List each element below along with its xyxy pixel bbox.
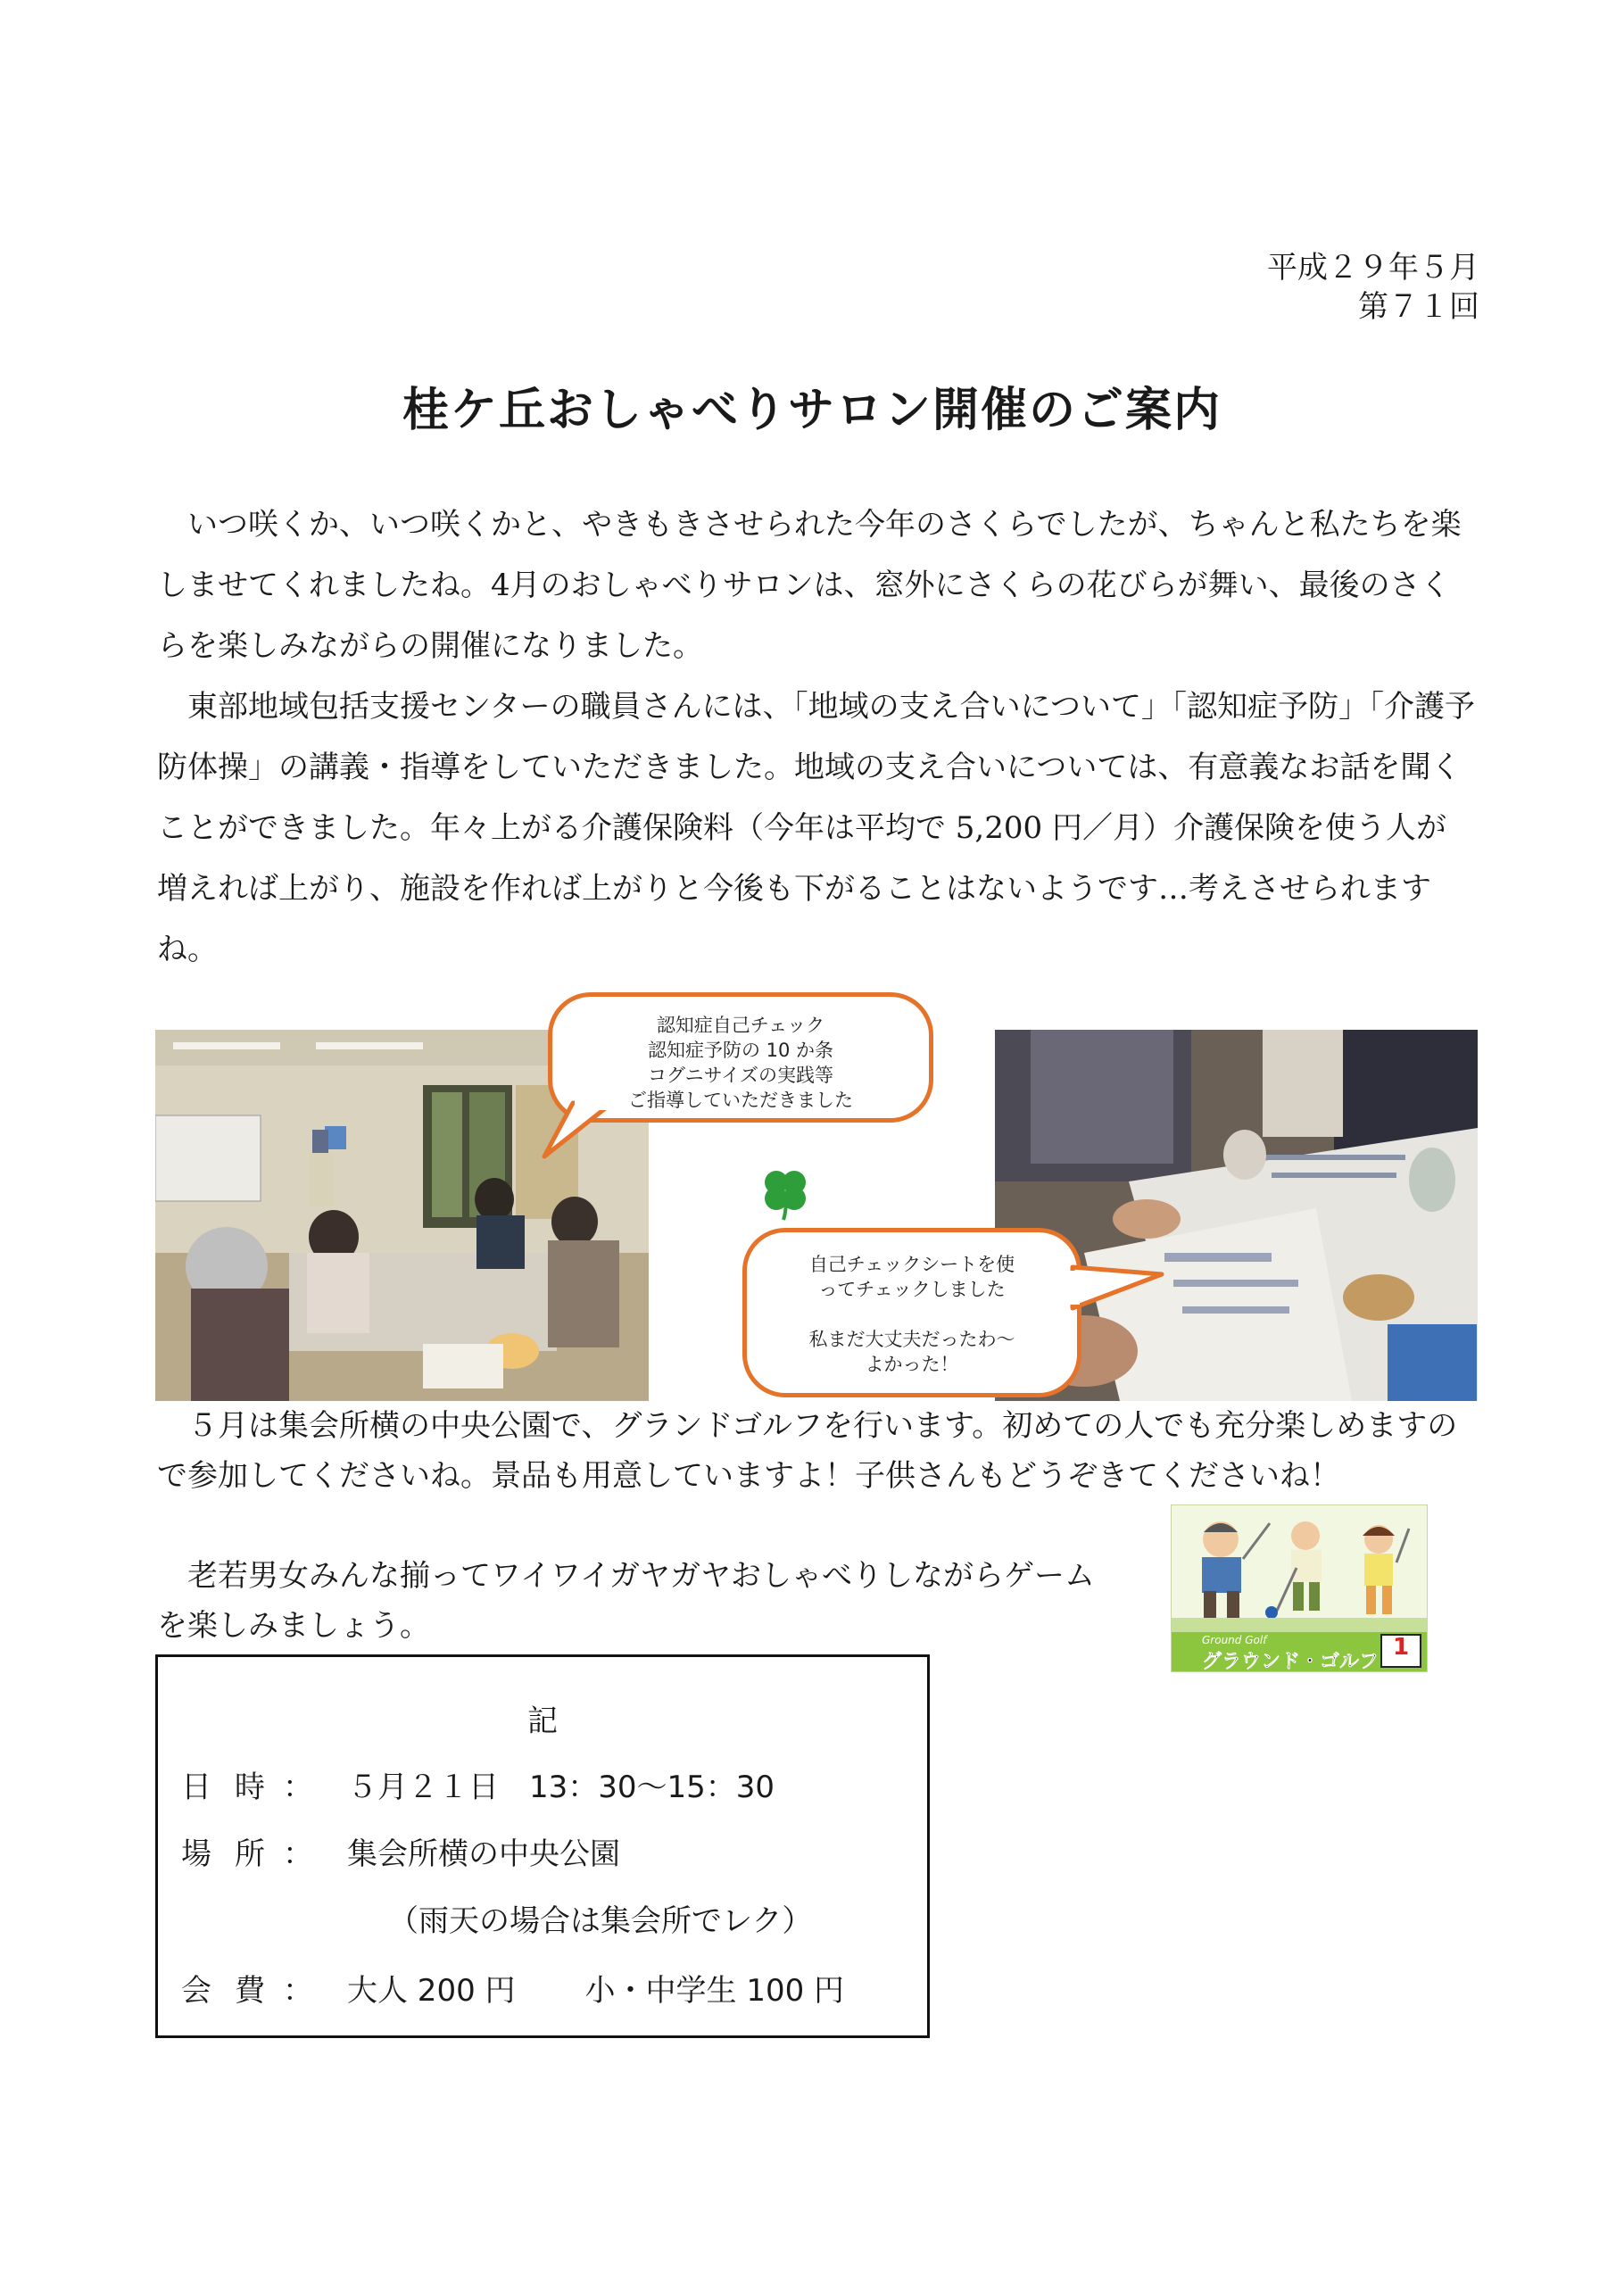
paragraph-text: 老若男女みんな揃ってワイワイガヤガヤおしゃべりしながらゲームを楽しみましょう。 xyxy=(157,1558,1095,1644)
bubble-line: よかった！ xyxy=(865,1354,959,1375)
clover-icon xyxy=(757,1165,814,1222)
paragraph-ground-golf xyxy=(157,1401,1476,1501)
colon: ： xyxy=(283,1836,313,1872)
bubble-line: 認知症予防の 10 か条 xyxy=(647,1040,834,1061)
event-details-box xyxy=(155,1654,930,2038)
bubble-line: コグニサイズの実践等 xyxy=(648,1065,833,1086)
bubble-line: ってチェックしました xyxy=(818,1279,1006,1300)
colon: ： xyxy=(283,1770,313,1805)
golf-label-jp: グラウンド・ゴルフ xyxy=(1202,1651,1380,1672)
datetime-row xyxy=(181,1762,775,1806)
paragraph-invitation xyxy=(157,1551,1103,1651)
page-title: 桂ケ丘おしゃべりサロン開催のご案内 xyxy=(402,384,1222,437)
place-row xyxy=(181,1829,620,1873)
fee-child: 小・中学生 100 円 xyxy=(584,1973,845,2009)
paragraph-text: ５月は集会所横の中央公園で、グランドゴルフを行います。初めての人でも充分楽しめますので参加してくださいね。景品も用意していますよ！子供さんもどうぞきてくださいね！ xyxy=(157,1408,1458,1494)
bubble-line: 私まだ大丈夫だったわ～ xyxy=(808,1329,1015,1350)
date-line: 平成２９年５月 xyxy=(1267,250,1479,286)
flag-number: 1 xyxy=(1392,1634,1410,1661)
rain-note: （雨天の場合は集会所でレク） xyxy=(388,1903,813,1939)
ground-golf-illustration xyxy=(1171,1504,1428,1672)
colon: ： xyxy=(283,1973,313,2009)
intro-paragraphs xyxy=(157,494,1476,980)
fee-row xyxy=(181,1966,844,2010)
bubble-tail xyxy=(541,1099,621,1162)
issue-number: 第７１回 xyxy=(1358,289,1479,325)
speech-bubble-checksheet xyxy=(742,1228,1081,1397)
place-value: 集会所横の中央公園 xyxy=(347,1836,620,1872)
number-flag xyxy=(1380,1634,1421,1668)
bubble-line xyxy=(756,1302,1068,1327)
bubble-tail xyxy=(1069,1256,1167,1319)
bubble-line: 認知症自己チェック xyxy=(656,1015,825,1036)
golf-label-en: Ground Golf xyxy=(1202,1634,1267,1646)
paragraph-sakura: いつ咲くか、いつ咲くかと、やきもきさせられた今年のさくらでしたが、ちゃんと私たちを楽しませてくれましたね。4月のおしゃべりサロンは、窓外にさくらの花びらが舞い、最後のさくらを楽しみながらの開催になりました。 xyxy=(157,507,1462,664)
fee-adult: 大人 200 円 xyxy=(347,1973,516,2009)
place-label: 場所 xyxy=(181,1836,288,1872)
bubble-line: 自己チェックシートを使 xyxy=(808,1254,1015,1275)
golf-label-bar xyxy=(1172,1632,1427,1671)
fee-label: 会費 xyxy=(181,1973,288,2009)
datetime-label: 日時 xyxy=(181,1770,288,1805)
datetime-value: ５月２１日 13：30～15：30 xyxy=(347,1770,775,1805)
paragraph-lecture: 東部地域包括支援センターの職員さんには、「地域の支え合いについて」「認知症予防」「介護予防体操」の講義・指導をしていただきました。地域の支え合いについては、有意義なお話を聞くことができました。年々上がる介護保険料（今年は平均で 5,200 円／月）介護保険を使う人が増えれば上がり、施設を作れば上がりと今後も下がることはないようです…考えさせられますね。 xyxy=(157,689,1475,967)
bubble-line: ご指導していただきました xyxy=(628,1090,853,1111)
notice-heading: 記 xyxy=(527,1703,558,1739)
